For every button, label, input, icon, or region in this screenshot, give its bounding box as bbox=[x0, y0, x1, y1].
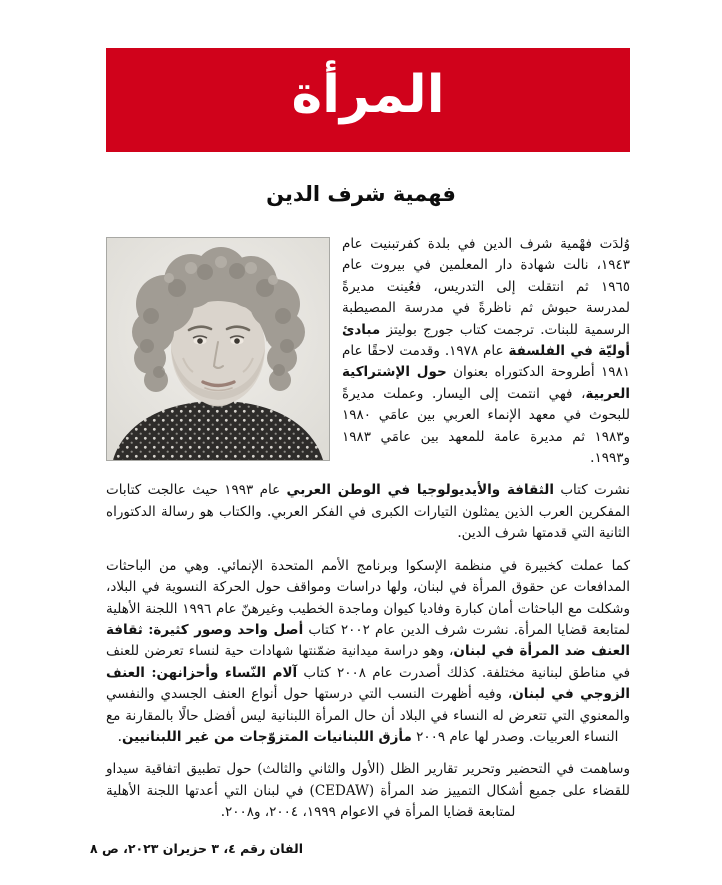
portrait-photo-illustration bbox=[107, 238, 329, 460]
bio-paragraph-3: كما عملت كخبيرة في منظمة الإسكوا وبرنامج الأمم المتحدة الإنمائي. وهي من الباحثات المدافعات عن حقوق المرأة في لبنان، ولها دراسات ومواقف حول الحركة النسوية في البلاد، وشكلت مع الباحثات أمان كبارة وفاديا كيوان وماجدة الخطيب وغيرهنّ عام ١٩٩٦ اللجنة الأهلية لمتابعة قضايا المرأة. نشرت شرف الدين عام ٢٠٠٢ كتاب أصل واحد وصور كثيرة: ثقافة العنف ضد المرأة في لبنان، وهو دراسة ميدانية ضمّنتها شهادات حية لنساء تعرضن للعنف في مناطق لبنانية مختلفة. كذلك أصدرت عام ٢٠٠٨ كتاب آلام النّساء وأحزانهن: العنف الزوجي في لبنان، وفيه أظهرت النسب التي درستها حول أنواع العنف الجسدي والنفسي والمعنوي التي تتعرض له النساء في البلاد أن حال المرأة اللبنانية ليس أفضل حالًا بالمقارنة مع النساء العربيات. وصدر لها عام ٢٠٠٩ مأزق اللبنانيات المتزوّجات من غير اللبنانيين. bbox=[106, 557, 631, 745]
bio-paragraph-4: وساهمت في التحضير وتحرير تقارير الظل (الأول والثاني والثالث) حول تطبيق اتفاقية سيداو للقضاء على جميع أشكال التمييز ضد المرأة (CEDAW) في لبنان التي أعدتها اللجنة الأهلية لمتابعة قضايا المرأة في الاعوام ١٩٩٩، ٢٠٠٤، و٢٠٠٨. bbox=[106, 761, 630, 821]
bio-paragraph-2: نشرت كتاب الثقافة والأيديولوجيا في الوطن العربي عام ١٩٩٣ حيث عالجت كتابات المفكرين العرب الذين يمثلون التيارات الكبرى في الفكر العربي. والكتاب هو رسالة الدكتوراه الثانية التي قدمتها شرف الدين. bbox=[106, 482, 630, 542]
page-footer: الفان رقم ٤، ٣ حزيران ٢٠٢٣، ص ٨ bbox=[90, 841, 303, 856]
section-banner bbox=[106, 48, 630, 152]
section-title: المرأة bbox=[291, 65, 445, 125]
bio-paragraph-1: وُلدَت فهْمية شرف الدين في بلدة كفرتبنيت عام ١٩٤٣، نالت شهادة دار المعلمين في بيروت عام ١٩٦٥ ثم انتقلت إلى التدريس، فعُينت مديرةً لمدرسة حبوش ثم ناظرةً في مدرسة المصيطبة الرسمية للبنات. ترجمت كتاب جورج بوليتز مبادئ أوليّة في الفلسفة عام ١٩٧٨. وقدمت لاحقًا عام ١٩٨١ أطروحة الدكتوراه بعنوان حول الإشتراكية العربية، فهي انتمت إلى اليسار. وعملت مديرةً للبحوث في معهد الإنماء العربي بين عامَي ١٩٨٠ و١٩٨٣ ثم مديرة عامة للمعهد بين عامَي ١٩٨٣ و١٩٩٣. bbox=[342, 236, 631, 467]
author-name: فهمية شرف الدين bbox=[266, 182, 456, 206]
portrait-photo bbox=[106, 237, 330, 461]
article-body bbox=[106, 234, 630, 824]
